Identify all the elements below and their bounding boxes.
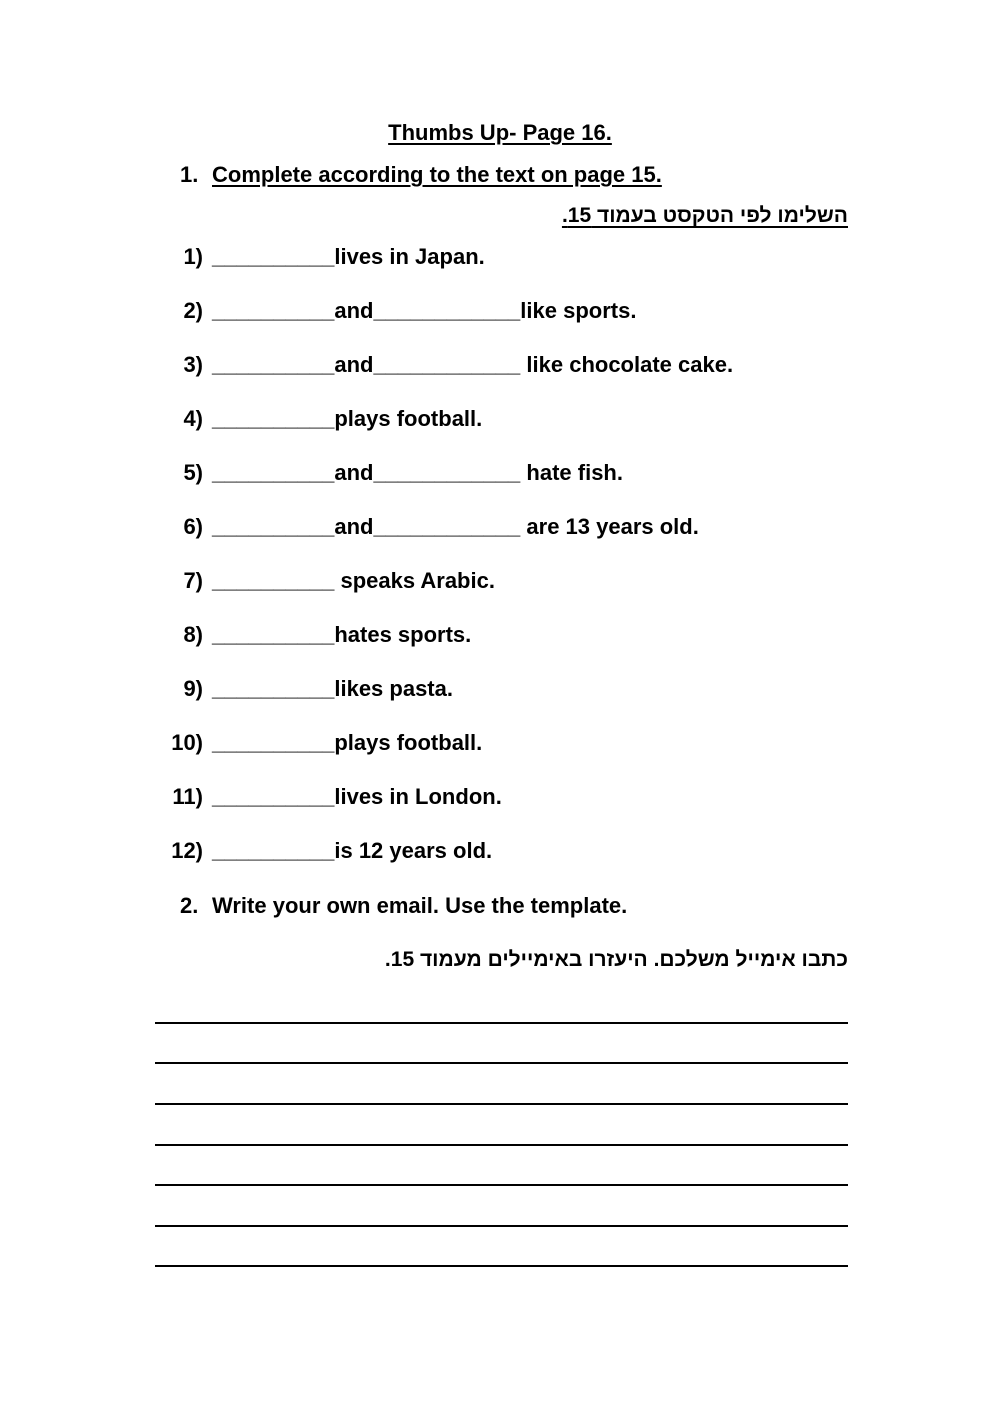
item-text: __________plays football. xyxy=(212,406,483,431)
item-text: __________lives in Japan. xyxy=(212,244,485,269)
item-text: __________is 12 years old. xyxy=(212,838,493,863)
section-1-heading-text: Complete according to the text on page 15. xyxy=(212,162,662,187)
writing-line xyxy=(155,1184,848,1186)
item-number: 10) xyxy=(171,730,203,755)
writing-line xyxy=(155,1103,848,1105)
item-number: 3) xyxy=(183,352,203,377)
section-1-hebrew-instruction: השלימו לפי הטקסט בעמוד 15. xyxy=(561,204,848,227)
section-2-hebrew-instruction: כתבו אימייל משלכם. היעזרו באימיילים מעמוד 15. xyxy=(384,948,848,971)
item-text: __________and____________ are 13 years old. xyxy=(212,514,699,539)
item-number: 6) xyxy=(183,514,203,539)
writing-line xyxy=(155,1225,848,1227)
item-text: __________and____________like sports. xyxy=(212,298,637,323)
item-text: __________lives in London. xyxy=(212,784,502,809)
section-2-number: 2. xyxy=(180,893,199,918)
writing-line xyxy=(155,1062,848,1064)
item-number: 8) xyxy=(183,622,203,647)
writing-line xyxy=(155,1022,848,1024)
exercise-item-12 xyxy=(0,838,1000,942)
item-number: 12) xyxy=(171,838,203,863)
item-number: 11) xyxy=(172,784,203,809)
item-number: 1) xyxy=(183,244,203,269)
item-text: __________plays football. xyxy=(212,730,483,755)
section-2-heading xyxy=(180,893,627,919)
section-1-number: 1. xyxy=(180,162,199,187)
item-number: 5) xyxy=(183,460,203,485)
section-1-heading xyxy=(180,162,662,188)
section-2-heading-text: Write your own email. Use the template. xyxy=(212,893,628,918)
item-text: __________likes pasta. xyxy=(212,676,453,701)
item-text: __________ speaks Arabic. xyxy=(212,568,495,593)
item-text: __________and____________ like chocolate cake. xyxy=(212,352,734,377)
item-number: 2) xyxy=(183,298,203,323)
item-number: 7) xyxy=(183,568,203,593)
item-text: __________hates sports. xyxy=(212,622,472,647)
page-title: Thumbs Up- Page 16. xyxy=(388,120,612,145)
item-text: __________and____________ hate fish. xyxy=(212,460,623,485)
item-number: 9) xyxy=(183,676,203,701)
item-number: 4) xyxy=(183,406,203,431)
writing-line xyxy=(155,1144,848,1146)
writing-line xyxy=(155,1265,848,1267)
